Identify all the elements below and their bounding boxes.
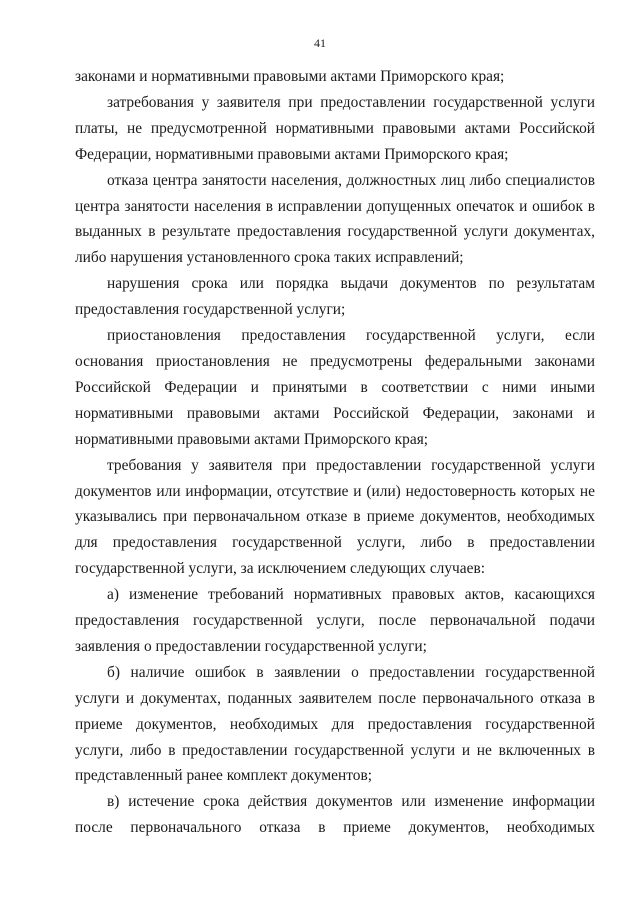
- paragraph-document-demand: требования у заявителя при предоставлении государственной услуги документов или информации, отсутствие и (или) недостоверность которых не указывались при первоначальном отказе в приеме документов, необходимых для предоставления государственной услуги, либо в предоставлении государственной услуги, за исключением следующих случаев:: [75, 456, 595, 578]
- document-body: [75, 64, 595, 841]
- list-item-b: б) наличие ошибок в заявлении о предоставлении государственной услуги и документах, поданных заявителем после первоначального отказа в приеме документов, необходимых для предоставления государственной услуги, либо в предоставлении государственной услуги и не включенных в представленный ранее комплект документов;: [75, 663, 595, 785]
- list-item-a: а) изменение требований нормативных правовых актов, касающихся предоставления государственной услуги, после первоначальной подачи заявления о предоставлении государственной услуги;: [75, 586, 595, 655]
- paragraph-correction-refusal: отказа центра занятости населения, должностных лиц либо специалистов центра занятости населения в исправлении допущенных опечаток и ошибок в выданных в результате предоставления государственной услуги документах, либо нарушения установленного срока таких исправлений;: [75, 171, 595, 267]
- paragraph-issuance-violation: нарушения срока или порядка выдачи документов по результатам предоставления государственной услуги;: [75, 275, 595, 319]
- paragraph-continuation: законами и нормативными правовыми актами Приморского края;: [75, 68, 505, 85]
- paragraph-suspension: приостановления предоставления государственной услуги, если основания приостановления не предусмотрены федеральными законами Российской Федерации и принятыми в соответствии с ними иными нормативными правовыми актами Российской Федерации, законами и нормативными правовыми актами Приморского края;: [75, 327, 595, 448]
- page-number: 41: [314, 36, 326, 50]
- paragraph-fee-demand: затребования у заявителя при предоставлении государственной услуги платы, не предусмотренной нормативными правовыми актами Российской Федерации, нормативными правовыми актами Приморского края;: [75, 93, 595, 163]
- list-item-c: в) истечение срока действия документов или изменение информации после первоначального отказа в приеме документов, необходимых: [75, 793, 595, 837]
